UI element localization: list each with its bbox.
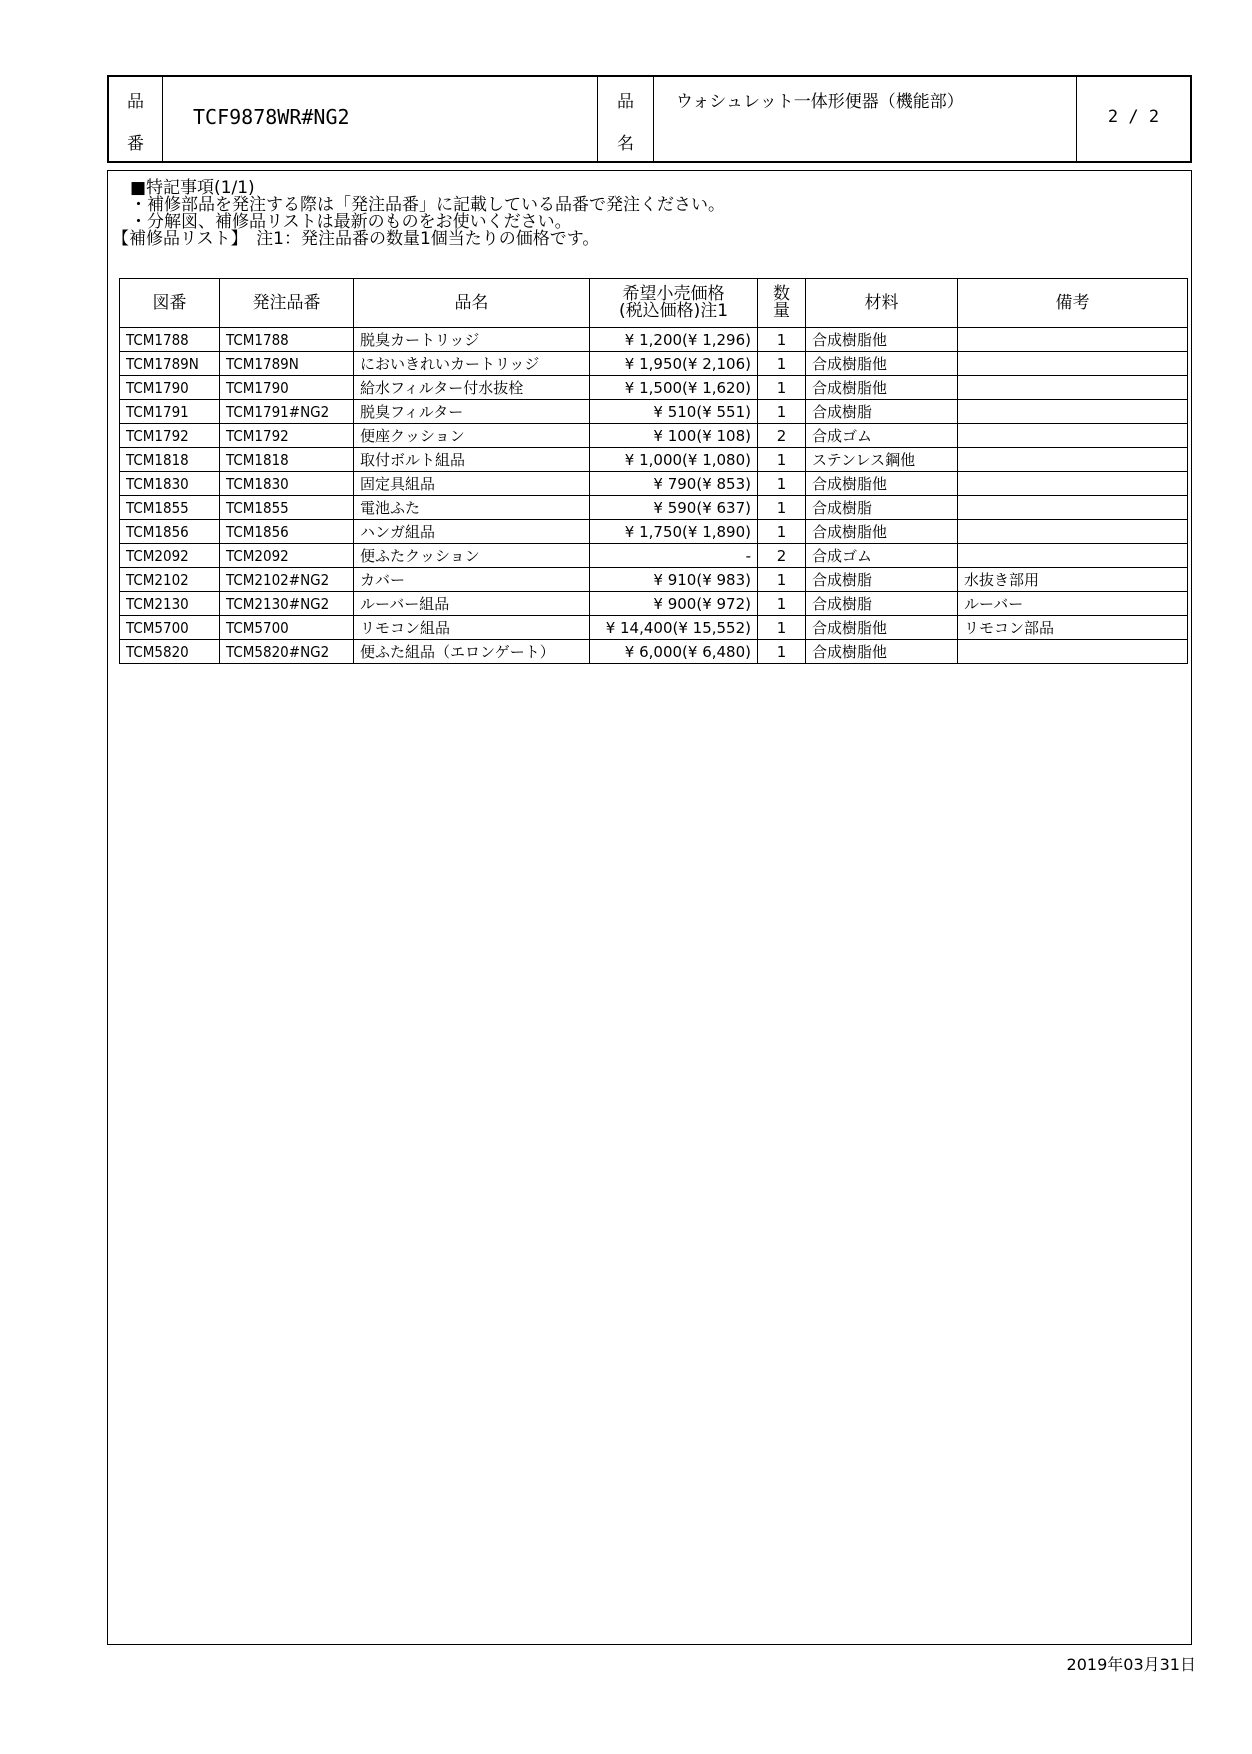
table-row [120, 424, 1188, 448]
remarks-cell [958, 544, 1188, 568]
material-cell: 合成樹脂 [806, 592, 958, 616]
item-name-cell: においきれいカートリッジ [354, 352, 590, 376]
material-cell: 合成樹脂他 [806, 616, 958, 640]
table-row [120, 400, 1188, 424]
header-quantity [758, 279, 806, 328]
table-row [120, 496, 1188, 520]
item-name-cell: 脱臭カートリッジ [354, 328, 590, 352]
order-no-cell: TCM1856 [220, 520, 354, 544]
remarks-cell [958, 496, 1188, 520]
figure-no-cell: TCM1830 [120, 472, 220, 496]
material-cell: 合成ゴム [806, 544, 958, 568]
figure-no-cell: TCM2092 [120, 544, 220, 568]
order-no-cell: TCM1788 [220, 328, 354, 352]
price-cell: ¥ 790(¥ 853) [590, 472, 758, 496]
order-no-cell: TCM1792 [220, 424, 354, 448]
figure-no-cell: TCM5700 [120, 616, 220, 640]
quantity-cell: 2 [758, 544, 806, 568]
material-cell: 合成樹脂他 [806, 640, 958, 664]
material-cell: ステンレス鋼他 [806, 448, 958, 472]
quantity-cell: 1 [758, 472, 806, 496]
quantity-cell: 1 [758, 376, 806, 400]
material-cell: 合成樹脂 [806, 400, 958, 424]
figure-no-cell: TCM1855 [120, 496, 220, 520]
item-name-cell: 脱臭フィルター [354, 400, 590, 424]
part-name-label-cell [598, 77, 654, 161]
notes-line-2: ・分解図、補修品リストは最新のものをお使いください。 [130, 212, 572, 232]
price-cell: ¥ 1,950(¥ 2,106) [590, 352, 758, 376]
header-quantity-line-1: 数 [773, 284, 790, 304]
item-name-cell: 固定具組品 [354, 472, 590, 496]
price-cell: ¥ 510(¥ 551) [590, 400, 758, 424]
header-material: 材料 [806, 279, 958, 328]
order-no-cell: TCM2130#NG2 [220, 592, 354, 616]
table-row [120, 328, 1188, 352]
quantity-cell: 1 [758, 520, 806, 544]
notes-line-1: ・補修部品を発注する際は「発注品番」に記載している品番で発注ください。 [130, 195, 725, 215]
quantity-cell: 1 [758, 496, 806, 520]
material-cell: 合成樹脂他 [806, 376, 958, 400]
price-cell: ¥ 590(¥ 637) [590, 496, 758, 520]
remarks-cell: 水抜き部用 [958, 568, 1188, 592]
price-cell: ¥ 6,000(¥ 6,480) [590, 640, 758, 664]
material-cell: 合成樹脂他 [806, 472, 958, 496]
header-item-name: 品名 [354, 279, 590, 328]
remarks-cell [958, 424, 1188, 448]
quantity-cell: 1 [758, 568, 806, 592]
special-notes [112, 180, 725, 248]
document-header [107, 75, 1192, 163]
item-name-cell: 便ふたクッション [354, 544, 590, 568]
part-number-label-top: 品 [127, 92, 144, 112]
header-remarks: 備考 [958, 279, 1188, 328]
price-cell: ¥ 1,000(¥ 1,080) [590, 448, 758, 472]
table-row [120, 352, 1188, 376]
figure-no-cell: TCM2102 [120, 568, 220, 592]
table-row [120, 376, 1188, 400]
figure-no-cell: TCM1856 [120, 520, 220, 544]
part-name: ウォシュレット一体形便器（機能部） [676, 92, 964, 112]
item-name-cell: ハンガ組品 [354, 520, 590, 544]
table-row [120, 592, 1188, 616]
quantity-cell: 1 [758, 448, 806, 472]
quantity-cell: 1 [758, 640, 806, 664]
item-name-cell: 給水フィルター付水抜栓 [354, 376, 590, 400]
table-header-row [120, 279, 1188, 328]
remarks-cell [958, 328, 1188, 352]
order-no-cell: TCM5820#NG2 [220, 640, 354, 664]
table-row [120, 616, 1188, 640]
issue-date: 2019年03月31日 [1066, 1655, 1196, 1674]
quantity-cell: 1 [758, 592, 806, 616]
figure-no-cell: TCM1789N [120, 352, 220, 376]
remarks-cell [958, 376, 1188, 400]
quantity-cell: 1 [758, 352, 806, 376]
item-name-cell: ルーバー組品 [354, 592, 590, 616]
order-no-cell: TCM1855 [220, 496, 354, 520]
figure-no-cell: TCM1818 [120, 448, 220, 472]
part-name-label-top: 品 [617, 92, 634, 112]
page-number: 2 / 2 [1107, 107, 1160, 127]
material-cell: 合成樹脂他 [806, 520, 958, 544]
price-cell: ¥ 1,200(¥ 1,296) [590, 328, 758, 352]
header-price-line-2: (税込価格)注1 [618, 301, 729, 321]
header-price-line-1: 希望小売価格 [622, 284, 725, 304]
item-name-cell: リモコン組品 [354, 616, 590, 640]
header-quantity-line-2: 量 [773, 301, 790, 321]
remarks-cell [958, 400, 1188, 424]
part-name-cell [654, 77, 1077, 161]
remarks-cell [958, 352, 1188, 376]
remarks-cell [958, 640, 1188, 664]
table-row [120, 640, 1188, 664]
quantity-cell: 2 [758, 424, 806, 448]
order-no-cell: TCM5700 [220, 616, 354, 640]
table-row [120, 448, 1188, 472]
remarks-cell [958, 472, 1188, 496]
parts-table [119, 278, 1188, 664]
quantity-cell: 1 [758, 328, 806, 352]
price-cell: ¥ 1,750(¥ 1,890) [590, 520, 758, 544]
page-number-cell [1077, 77, 1190, 161]
item-name-cell: 取付ボルト組品 [354, 448, 590, 472]
order-no-cell: TCM1789N [220, 352, 354, 376]
item-name-cell: 便座クッション [354, 424, 590, 448]
material-cell: 合成樹脂他 [806, 352, 958, 376]
part-number-label-bottom: 番 [127, 134, 144, 154]
item-name-cell: 電池ふた [354, 496, 590, 520]
order-no-cell: TCM2092 [220, 544, 354, 568]
material-cell: 合成樹脂他 [806, 328, 958, 352]
table-row [120, 568, 1188, 592]
order-no-cell: TCM1830 [220, 472, 354, 496]
header-order-no: 発注品番 [220, 279, 354, 328]
material-cell: 合成樹脂 [806, 568, 958, 592]
table-row [120, 472, 1188, 496]
part-name-label-bottom: 名 [617, 134, 634, 154]
price-cell: ¥ 1,500(¥ 1,620) [590, 376, 758, 400]
notes-title: ■特記事項(1/1) [130, 178, 255, 198]
item-name-cell: カバー [354, 568, 590, 592]
price-cell: - [590, 544, 758, 568]
figure-no-cell: TCM1792 [120, 424, 220, 448]
item-name-cell: 便ふた組品（エロンゲート） [354, 640, 590, 664]
figure-no-cell: TCM2130 [120, 592, 220, 616]
part-number-cell [163, 77, 598, 161]
remarks-cell: ルーバー [958, 592, 1188, 616]
price-cell: ¥ 14,400(¥ 15,552) [590, 616, 758, 640]
parts-list-title: 【補修品リスト】 注1：発注品番の数量1個当たりの価格です。 [112, 229, 600, 249]
order-no-cell: TCM1790 [220, 376, 354, 400]
quantity-cell: 1 [758, 400, 806, 424]
remarks-cell [958, 520, 1188, 544]
figure-no-cell: TCM1788 [120, 328, 220, 352]
header-figure-no: 図番 [120, 279, 220, 328]
figure-no-cell: TCM1791 [120, 400, 220, 424]
price-cell: ¥ 900(¥ 972) [590, 592, 758, 616]
order-no-cell: TCM2102#NG2 [220, 568, 354, 592]
quantity-cell: 1 [758, 616, 806, 640]
figure-no-cell: TCM5820 [120, 640, 220, 664]
order-no-cell: TCM1818 [220, 448, 354, 472]
material-cell: 合成ゴム [806, 424, 958, 448]
table-row [120, 544, 1188, 568]
table-row [120, 520, 1188, 544]
material-cell: 合成樹脂 [806, 496, 958, 520]
order-no-cell: TCM1791#NG2 [220, 400, 354, 424]
figure-no-cell: TCM1790 [120, 376, 220, 400]
part-number-label-cell [109, 77, 163, 161]
header-price [590, 279, 758, 328]
remarks-cell: リモコン部品 [958, 616, 1188, 640]
part-number: TCF9878WR#NG2 [193, 105, 350, 129]
price-cell: ¥ 910(¥ 983) [590, 568, 758, 592]
remarks-cell [958, 448, 1188, 472]
price-cell: ¥ 100(¥ 108) [590, 424, 758, 448]
